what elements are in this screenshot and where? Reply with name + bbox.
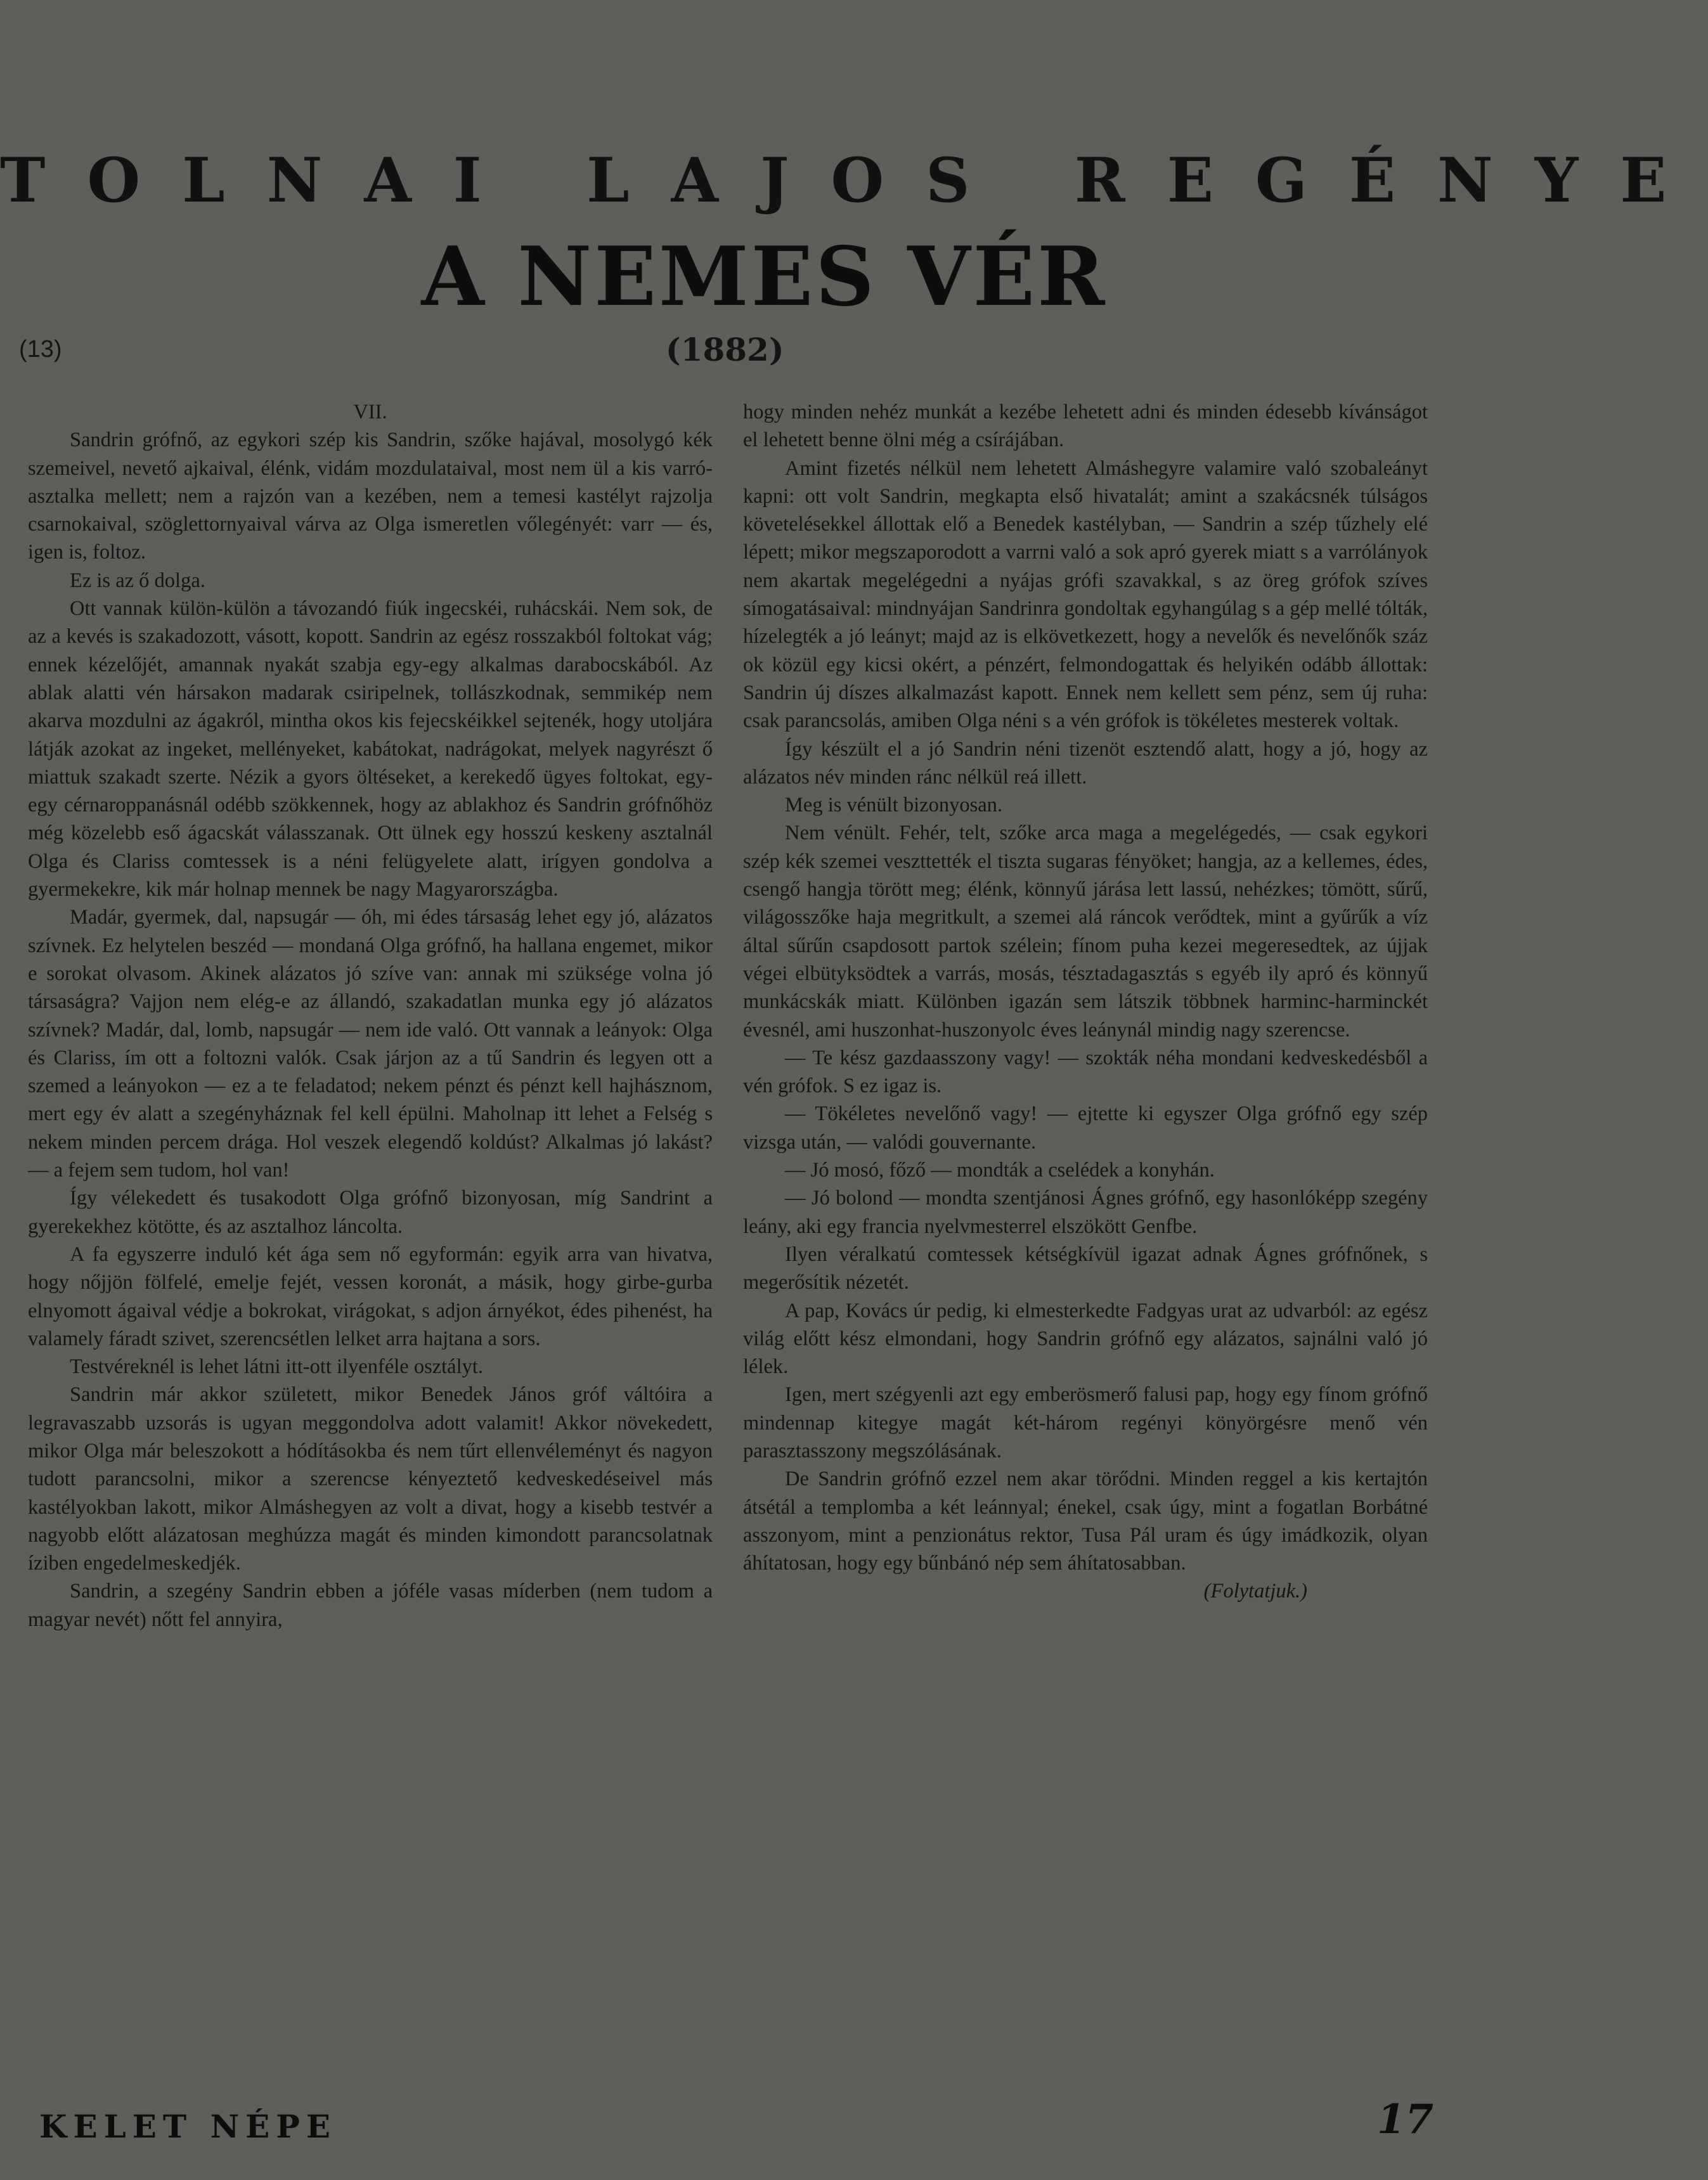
paragraph: A fa egyszerre induló két ága sem nő egyformán: egyik arra van hivatva, hogy nőjjön fölfelé, emelje fejét, vessen koronát, a másik, hogy girbe-gurba elnyomott ágaival védje a bokrokat, virágokat, s adjon árnyékot, édes pihenést, ha valamely fáradt szivet, szerencsétlen lelket arra hajtana a sors. [28,1242,713,1350]
left-text-column [28,398,713,2059]
paragraph: Meg is vénült bizonyosan. [785,794,1003,817]
paragraph: Így vélekedett és tusakodott Olga grófnő bizonyosan, míg Sandrint a gyerekekhez kötötte, és az asztalhoz láncolta. [28,1187,713,1238]
paragraph: — Jó bolond — mondta szentjánosi Ágnes grófnő, egy hasonlóképp szegény leány, aki egy francia nyelvmesterrel elszökött Genfbe. [743,1187,1428,1238]
paragraph: Igen, mert szégyenli azt egy emberösmerő falusi pap, hogy egy fínom grófnő mindennap kitegye magát két-három regényi könyörgésre menő vén parasztasszony megszólásának. [743,1383,1428,1462]
author-header: TOLNAI LAJOS REGÉNYE [0,145,1708,216]
paragraph: — Te kész gazdaasszony vagy! — szokták néha mondani kedveskedésből a vén grófok. S ez igaz is. [743,1046,1428,1098]
paragraph: hogy minden nehéz munkát a kezébe lehetett adni és minden édesebb kívánságot el lehetett benne ölni még a csírájában. [743,401,1428,452]
novel-year: (1882) [666,331,784,368]
paragraph: Ez is az ő dolga. [70,569,205,592]
novel-title: A NEMES VÉR [421,229,1108,325]
paragraph: Ilyen véralkatú comtessek kétségkívül igazat adnak Ágnes grófnőnek, s megerősítik nézetét. [743,1242,1428,1294]
paragraph: Ott vannak külön-külön a távozandó fiúk ingecskéi, ruhácskái. Nem sok, de az a kevés is szakadozott, vásott, kopott. Sandrin az egész rosszakból foltokat vág; ennek kézelőjét, amannak nyakát szabja egy-egy alkalmas darabocskából. Az ablak alatti vén hársakon madarak csiripelnek, tollászkodnak, semmikép nem akarva mozdulni az ágakról, mintha okos kis fejecskéikkel sejtenék, hogy utoljára látják azokat az ingeket, mellényeket, kabátokat, nadrágokat, melyek nagyrészt ő miattuk szakadt szerte. Nézik a gyors öltéseket, a kerekedő ügyes foltokat, egy-egy cérnaroppanásnál odébb szökkennek, hogy az ablakhoz és Sandrin grófnőhöz még közelebb eső ágacskát válasszanak. Ott ülnek egy hosszú keskeny asztalnál Olga és Clariss comtessek is a néni felügyelete alatt, irígyen gondolva a gyermekekre, kik már holnap mennek be nagy Magyarországba. [28,597,713,901]
right-text-column [743,398,1428,2059]
paragraph: Sandrin már akkor született, mikor Benedek János gróf váltóira a legravaszabb uzsorás is ugyan meggondolva adott valamit! Akkor növekedett, mikor Olga már beleszokott a hódításokba és nem tűrt ellenvéleményt és nagyon tudott parancsolni, mikor a szerencse kényeztető kedveskedéseivel más kastélyokban lakott, mikor Almáshegyen az volt a divat, hogy a kisebb testvér a nagyobb előtt alázatosan meghúzza magát és minden kimondott parancsolatnak íziben engedelmeskedjék. [28,1383,713,1575]
paragraph: Sandrin grófnő, az egykori szép kis Sandrin, szőke hajával, mosolygó kék szemeivel, nevető ajkaival, élénk, vidám mozdulataival, most nem ül a kis varró-asztalka mellett; nem a rajzón van a kezében, nem a temesi kastélyt rajzolja csarnokaival, szöglettornyaival várva az Olga ismeretlen vőlegényét: varr — és, igen is, foltoz. [28,429,713,564]
page-number: 17 [1377,2096,1434,2143]
paragraph: Madár, gyermek, dal, napsugár — óh, mi édes társaság lehet egy jó, alázatos szívnek. Ez helytelen beszéd — mondaná Olga grófnő, ha hallana engemet, mikor e sorokat olvasom. Akinek alázatos jó szíve van: annak mi szüksége volna jó társaságra? Vajjon nem elég-e az állandó, szakadatlan munka egy jó alázatos szívnek? Madár, dal, lomb, napsugár — nem ide való. Ott vannak a leányok: Olga és Clariss, ím ott a foltozni valók. Csak járjon az a tű Sandrin és legyen ott a szemed a leányokon — ez a te feladatod; nekem pénzt és pénzt kell hajhásznom, mert egy év alatt a szegényháznak fel kell épülni. Maholnap itt lehet a Felség s nekem minden percem drága. Hol veszek elegendő koldúst? Alkalmas jó lakást? — a fejem sem tudom, hol van! [28,906,713,1182]
paragraph: A pap, Kovács úr pedig, ki elmesterkedte Fadgyas urat az udvarból: az egész világ előtt kész elmondani, hogy Sandrin grófnő egy alázatos, sajnálni való jó lélek. [743,1299,1428,1379]
paragraph: Sandrin, a szegény Sandrin ebben a jóféle vasas míderben (nem tudom a magyar nevét) nőtt fel annyira, [28,1580,713,1631]
to-be-continued: (Folytatjuk.) [1203,1580,1307,1603]
paragraph: Amint fizetés nélkül nem lehetett Almáshegyre valamire való szobaleányt kapni: ott volt Sandrin, megkapta első hivatalát; amint a szakácsnék túlságos követelésekkel állottak elő a Benedek kastélyban, — Sandrin a szép tűzhely elé lépett; mikor megszaporodott a varrni való a sok apró gyerek miatt s a varrólányok nem akartak megelégedni a nyájas grófi szavakkal, s az öreg grófok szíves símogatásaival: mindnyájan Sandrinra gondoltak egyhangúlag s a gép mellé tólták, hízelegték a jó leányt; majd az is elkövetkezett, hogy a nevelők és nevelőnők száz ok közül egy kicsi okért, a pénzért, felmondogattak és helyikén odább állottak: Sandrin új díszes alkalmazást kapott. Ennek nem kellett sem pénz, sem új ruha: csak parancsolás, amiben Olga néni s a vén grófok is tökéletes mesterek voltak. [743,456,1428,733]
paragraph: — Jó mosó, főző — mondták a cselédek a konyhán. [785,1159,1215,1182]
paragraph: Így készült el a jó Sandrin néni tizenöt esztendő alatt, hogy a jó, hogy az alázatos név minden ránc nélkül reá illett. [743,737,1428,789]
paragraph: — Tökéletes nevelőnő vagy! — ejtette ki egyszer Olga grófnő egy szép vizsga után, — valódi gouvernante. [743,1102,1428,1154]
paragraph: Testvéreknél is lehet látni itt-ott ilyenféle osztályt. [70,1355,484,1379]
chapter-heading: VII. [353,401,387,423]
paragraph: Nem vénült. Fehér, telt, szőke arca maga a megelégedés, — csak egykori szép kék szemei veszttették el tiszta sugaras fényöket; hangja, az a kellemes, édes, csengő hangja törött meg; élénk, könnyű járása lett lassú, nehézkes; tömött, sűrű, világosszőke haja megritkult, a szemei alá ráncok verődtek, mint a gyűrűk a víz által sűrűn csapdosott partok szélein; fínom puha kezei megeresedtek, az újjak végei elbütyksödtek a varrás, mosás, tésztadagasztás s egyéb ily apró és könnyű munkácskák miatt. Különben igazán sem látszik többnek harminc-harminckét évesnél, ami huszonhat-huszonyolc éves leánynál mindig nagy szerencse. [743,822,1428,1042]
paragraph: De Sandrin grófnő ezzel nem akar törődni. Minden reggel a kis kertajtón átsétál a templomba a két leánnyal; énekel, csak úgy, mint a fogatlan Borbátné asszonyom, mint a penzionátus rektor, Tusa Pál uram és úgy imádkozik, olyan áhítatosan, hogy egy bűnbánó nép sem áhítatosabban. [743,1467,1428,1575]
magazine-name: KELET NÉPE [39,2108,337,2145]
installment-number: (13) [19,336,62,363]
